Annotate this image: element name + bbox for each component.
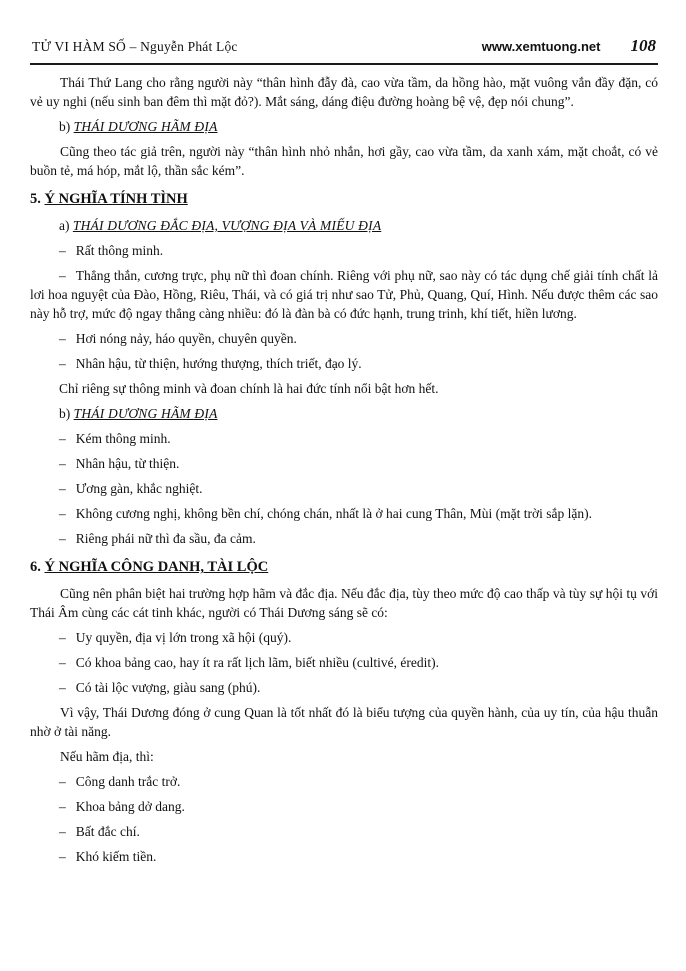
paragraph-text: Vì vậy, Thái Dương đóng ở cung Quan là tốt nhất đó là biểu tượng của quyền hành, của uy tín, của hậu thuẫn nhờ ở tài năng. bbox=[30, 705, 658, 739]
paragraph-text: Chỉ riêng sự thông minh và đoan chính là hai đức tính nổi bật hơn hết. bbox=[59, 381, 439, 396]
bullet-item-text: Nhân hậu, từ thiện, hướng thượng, thích triết, đạo lý. bbox=[75, 356, 362, 371]
paragraph-text: Thái Thứ Lang cho rằng người này “thân hình đẫy đà, cao vừa tầm, da hồng hào, mặt vuông vắn đầy đặn, có vẻ uy nghi (nếu sinh ban đêm thì mặt đỏ?). Mắt sáng, dáng điệu đường hoàng bệ vệ, đẹp nói chung”. bbox=[30, 75, 658, 109]
subsection-heading-text: THÁI DƯƠNG ĐẮC ĐỊA, VƯỢNG ĐỊA VÀ MIẾU ĐỊA bbox=[72, 218, 382, 233]
bullet-dash: – bbox=[59, 356, 66, 371]
bullet-dash: – bbox=[59, 849, 66, 864]
bullet-item-text: Có tài lộc vượng, giàu sang (phú). bbox=[75, 680, 261, 695]
page-header bbox=[30, 36, 658, 63]
bullet-item bbox=[30, 772, 658, 791]
paragraph bbox=[30, 142, 658, 180]
website-url: www.xemtuong.net bbox=[481, 39, 601, 54]
bullet-dash: – bbox=[59, 431, 66, 446]
paragraph bbox=[30, 379, 658, 398]
bullet-item bbox=[30, 797, 658, 816]
header-divider bbox=[30, 63, 658, 65]
paragraph bbox=[30, 703, 658, 741]
heading-prefix: 5. bbox=[30, 191, 45, 207]
heading-prefix: b) bbox=[59, 406, 74, 421]
bullet-item-text: Rất thông minh. bbox=[75, 243, 164, 258]
bullet-dash: – bbox=[59, 481, 66, 496]
section-heading bbox=[30, 190, 658, 209]
heading-prefix: 6. bbox=[30, 559, 45, 575]
bullet-item-text: Khó kiếm tiền. bbox=[75, 849, 157, 864]
bullet-item bbox=[30, 454, 658, 473]
bullet-dash: – bbox=[59, 824, 66, 839]
bullet-item bbox=[30, 678, 658, 697]
section-heading-text: Ý NGHĨA TÍNH TÌNH bbox=[44, 191, 188, 207]
bullet-item-text: Bất đắc chí. bbox=[75, 824, 140, 839]
bullet-item bbox=[30, 354, 658, 373]
paragraph-text: Cũng nên phân biệt hai trường hợp hãm và đắc địa. Nếu đắc địa, tùy theo mức độ cao thấp và tùy sự hội tụ với Thái Âm cùng các cát tinh khác, người có Thái Dương sáng sẽ có: bbox=[30, 586, 658, 620]
paragraph-text: Cũng theo tác giả trên, người này “thân hình nhỏ nhắn, hơi gầy, cao vừa tầm, da xanh xám, mặt choắt, có vẻ buồn tẻ, má hóp, mắt lộ, thần sắc kém”. bbox=[30, 144, 658, 178]
bullet-item bbox=[30, 504, 658, 523]
bullet-item bbox=[30, 241, 658, 260]
bullet-dash: – bbox=[59, 680, 66, 695]
subsection-heading bbox=[59, 216, 658, 235]
page-body bbox=[30, 73, 658, 866]
paragraph-text: Nếu hãm địa, thì: bbox=[60, 749, 154, 764]
bullet-item-text: Không cương nghị, không bền chí, chóng chán, nhất là ở hai cung Thân, Mùi (mặt trời sắp lặn). bbox=[75, 506, 592, 521]
bullet-dash: – bbox=[59, 268, 66, 283]
bullet-item bbox=[30, 653, 658, 672]
bullet-dash: – bbox=[59, 331, 66, 346]
bullet-dash: – bbox=[59, 506, 66, 521]
bullet-dash: – bbox=[59, 799, 66, 814]
bullet-item-text: Có khoa bảng cao, hay ít ra rất lịch lãm, biết nhiều (cultivé, éredit). bbox=[75, 655, 439, 670]
bullet-item-text: Khoa bảng dở dang. bbox=[75, 799, 185, 814]
bullet-dash: – bbox=[59, 774, 66, 789]
bullet-item-text: Riêng phái nữ thì đa sầu, đa cảm. bbox=[75, 531, 256, 546]
bullet-dash: – bbox=[59, 243, 66, 258]
bullet-item bbox=[30, 429, 658, 448]
subsection-heading-text: THÁI DƯƠNG HÃM ĐỊA bbox=[73, 119, 218, 134]
paragraph bbox=[30, 73, 658, 111]
book-title: TỬ VI HÀM SỐ – Nguyễn Phát Lộc bbox=[32, 39, 238, 54]
bullet-item-text: Hơi nóng nảy, háo quyền, chuyên quyền. bbox=[75, 331, 297, 346]
subsection-heading bbox=[59, 117, 658, 136]
bullet-item bbox=[30, 329, 658, 348]
subsection-heading-text: THÁI DƯƠNG HÃM ĐỊA bbox=[73, 406, 218, 421]
bullet-item bbox=[30, 822, 658, 841]
bullet-item-text: Kém thông minh. bbox=[75, 431, 171, 446]
bullet-item-text: Công danh trắc trở. bbox=[75, 774, 181, 789]
bullet-item-text: Nhân hậu, từ thiện. bbox=[75, 456, 180, 471]
bullet-item bbox=[30, 479, 658, 498]
heading-prefix: a) bbox=[59, 218, 73, 233]
bullet-dash: – bbox=[59, 655, 66, 670]
paragraph bbox=[30, 747, 658, 766]
bullet-dash: – bbox=[59, 456, 66, 471]
bullet-dash: – bbox=[59, 630, 66, 645]
bullet-item-text: Thẳng thắn, cương trực, phụ nữ thì đoan chính. Riêng với phụ nữ, sao này có tác dụng chế giải tính chất lả lơi hoa nguyệt của Đào, Hồng, Riêu, Thái, và có giá trị như sao Tử, Phủ, Quang, Quí, Hình. Nếu được thêm các sao này hỗ trợ, mức độ ngay thẳng càng nhiều: đó là đàn bà có đức hạnh, trung trinh, khí tiết, hiền lương. bbox=[30, 268, 658, 321]
subsection-heading bbox=[59, 404, 658, 423]
page-number: 108 bbox=[630, 36, 656, 55]
bullet-item bbox=[30, 628, 658, 647]
bullet-dash: – bbox=[59, 531, 66, 546]
section-heading bbox=[30, 558, 658, 577]
bullet-item bbox=[30, 266, 658, 323]
bullet-item-text: Ương gàn, khắc nghiệt. bbox=[75, 481, 203, 496]
heading-prefix: b) bbox=[59, 119, 74, 134]
bullet-item bbox=[30, 847, 658, 866]
paragraph bbox=[30, 584, 658, 622]
bullet-item-text: Uy quyền, địa vị lớn trong xã hội (quý). bbox=[75, 630, 292, 645]
section-heading-text: Ý NGHĨA CÔNG DANH, TÀI LỘC bbox=[44, 559, 269, 575]
bullet-item bbox=[30, 529, 658, 548]
